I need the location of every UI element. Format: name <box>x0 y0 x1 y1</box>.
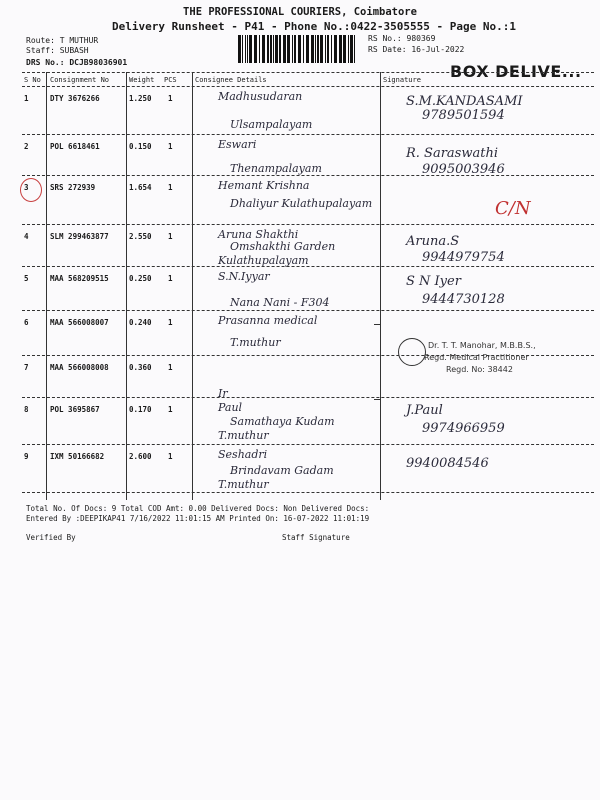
barcode-bar <box>350 35 353 63</box>
row-pcs: 1 <box>168 142 173 151</box>
company-name: THE PROFESSIONAL COURIERS, Coimbatore <box>183 6 417 18</box>
doctor-stamp-title: Regd. Medical Practitioner <box>424 353 529 362</box>
row-weight: 2.600 <box>129 452 152 461</box>
entered-by-line: Entered By :DEEPIKAP41 7/16/2022 11:01:15 AM Printed On: 16-07-2022 11:01:19 <box>26 514 370 523</box>
row-sno: 8 <box>24 405 29 414</box>
row-sno: 7 <box>24 363 29 372</box>
row-consignee-line: T.muthur <box>218 429 269 442</box>
barcode-bar <box>267 35 269 63</box>
barcode-bar <box>262 35 265 63</box>
row-sno: 3 <box>24 183 29 192</box>
drs-number: DRS No.: DCJB98036901 <box>26 58 128 67</box>
row-consignee-line: S.N.Iyyar <box>218 270 270 283</box>
route-label: Route: T MUTHUR <box>26 36 99 45</box>
row-signature-line: 9944979754 <box>422 250 505 265</box>
row-weight: 2.550 <box>129 232 152 241</box>
runsheet-title: Delivery Runsheet - P41 - Phone No.:0422-3505555 - Page No.:1 <box>112 20 516 33</box>
row-pcs: 1 <box>168 452 173 461</box>
row-weight: 0.150 <box>129 142 152 151</box>
doctor-stamp-regno: Regd. No: 38442 <box>446 365 513 374</box>
row-consignment-no: MAA 566008008 <box>50 363 109 372</box>
row-consignment-no: MAA 568209515 <box>50 274 109 283</box>
row-signature-line: 9789501594 <box>422 108 505 123</box>
row-pcs: 1 <box>168 232 173 241</box>
col-header-sno: S No <box>24 76 41 84</box>
column-divider <box>126 72 127 500</box>
row-consignee-line: Seshadri <box>218 448 268 461</box>
row-sno: 6 <box>24 318 29 327</box>
barcode-bar <box>311 35 314 63</box>
barcode-bar <box>247 35 248 63</box>
column-divider <box>46 72 47 500</box>
row-sno: 5 <box>24 274 29 283</box>
barcode-bar <box>298 35 301 63</box>
doctor-stamp <box>398 340 536 376</box>
row-consignee-line: Dhaliyur Kulathupalayam <box>230 197 373 210</box>
totals-line: Total No. Of Docs: 9 Total COD Amt: 0.00 Delivered Docs: Non Delivered Docs: <box>26 504 370 513</box>
barcode-bar <box>279 35 281 63</box>
row-pcs: 1 <box>168 183 173 192</box>
row-sno: 9 <box>24 452 29 461</box>
row-divider <box>22 310 594 311</box>
row-consignment-no: DTY 3676266 <box>50 94 100 103</box>
row-pcs: 1 <box>168 318 173 327</box>
barcode-bar <box>327 35 329 63</box>
row-consignee-line: T.muthur <box>218 478 269 491</box>
row-consignee-line: Omshakthi Garden <box>230 240 336 253</box>
barcode-image <box>238 35 358 63</box>
row-consignment-no: MAA 566008007 <box>50 318 109 327</box>
row-signature-line: 9940084546 <box>406 456 489 471</box>
row-divider <box>22 492 594 493</box>
col-header-signature: Signature <box>383 76 421 84</box>
rs-date: RS Date: 16-Jul-2022 <box>368 45 465 54</box>
row-signature-line: Aruna.S <box>406 234 460 249</box>
row-signature-line: 9444730128 <box>422 292 505 307</box>
row-pcs: 1 <box>168 274 173 283</box>
barcode-bar <box>245 35 246 63</box>
barcode-bar <box>331 35 332 63</box>
col-header-consignment: Consignment No <box>50 76 110 84</box>
row-consignment-no: SRS 272939 <box>50 183 96 192</box>
barcode-bar <box>283 35 286 63</box>
barcode-bar <box>273 35 274 63</box>
column-divider <box>192 72 193 500</box>
barcode-bar <box>334 35 337 63</box>
row-consignee-line: Madhusudaran <box>218 90 303 103</box>
row-consignee-line: T.muthur <box>230 336 281 349</box>
row-weight: 0.240 <box>129 318 152 327</box>
barcode-bar <box>294 35 296 63</box>
box-delivery-stamp: BOX DELIVE... <box>450 62 582 81</box>
barcode-bar <box>275 35 278 63</box>
row-consignee-line: Hemant Krishna <box>218 179 310 192</box>
row-signature-line: J.Paul <box>406 403 443 418</box>
row-consignment-no: IXM 50166682 <box>50 452 105 461</box>
row-pcs: 1 <box>168 405 173 414</box>
row-divider <box>22 266 594 267</box>
row-weight: 0.250 <box>129 274 152 283</box>
col-header-weight: Weight <box>129 76 155 84</box>
row-consignment-no: POL 3695867 <box>50 405 100 414</box>
row-signature-line: 9095003946 <box>422 162 505 177</box>
row-consignee-line: Prasanna medical <box>218 314 318 327</box>
barcode-bar <box>254 35 257 63</box>
column-divider <box>380 72 381 500</box>
row-divider <box>22 175 594 176</box>
row-consignee-line: Eswari <box>218 138 257 151</box>
barcode-bar <box>242 35 243 63</box>
barcode-bar <box>325 35 326 63</box>
barcode-bar <box>343 35 346 63</box>
row-pcs: 1 <box>168 94 173 103</box>
row-consignee-line: Aruna Shakthi <box>218 228 299 241</box>
barcode-bar <box>348 35 349 63</box>
staff-label: Staff: SUBASH <box>26 46 89 55</box>
row-consignee-line: Paul <box>218 401 243 414</box>
barcode-bar <box>303 35 304 63</box>
row-consignment-no: SLM 299463877 <box>50 232 109 241</box>
row-divider <box>22 397 594 398</box>
row-divider <box>22 134 594 135</box>
barcode-bar <box>317 35 319 63</box>
row-3-circle-mark <box>20 178 42 202</box>
barcode-bar <box>315 35 316 63</box>
rs-number: RS No.: 980369 <box>368 34 436 43</box>
barcode-bar <box>320 35 323 63</box>
barcode-bar <box>292 35 293 63</box>
barcode-bar <box>287 35 290 63</box>
row-weight: 0.170 <box>129 405 152 414</box>
row-consignee-line: Ulsampalayam <box>230 118 313 131</box>
row-consignee-line: Nana Nani - F304 <box>230 296 330 309</box>
row-consignee-line: Samathaya Kudam <box>230 415 335 428</box>
doctor-stamp-name: Dr. T. T. Manohar, M.B.B.S., <box>428 341 536 350</box>
cn-handwritten-mark: C/N <box>495 198 531 219</box>
row-consignee-line: Thenampalayam <box>230 162 322 175</box>
staff-signature-label: Staff Signature <box>282 533 350 542</box>
row-signature-line: 9974966959 <box>422 421 505 436</box>
row-divider <box>22 444 594 445</box>
barcode-bar <box>339 35 342 63</box>
barcode-bar <box>354 35 355 63</box>
row-consignee-line: Kulathupalayam <box>218 254 309 267</box>
row-signature-line: R. Saraswathi <box>406 146 498 161</box>
barcode-bar <box>306 35 309 63</box>
row-weight: 1.654 <box>129 183 152 192</box>
row-weight: 1.250 <box>129 94 152 103</box>
barcode-bar <box>270 35 272 63</box>
barcode-bar <box>249 35 252 63</box>
verified-by-label: Verified By <box>26 533 76 542</box>
col-header-pcs: PCS <box>164 76 177 84</box>
table-top-rule <box>22 72 594 73</box>
row-divider <box>22 224 594 225</box>
row-weight: 0.360 <box>129 363 152 372</box>
barcode-bar <box>238 35 241 63</box>
row-sno: 2 <box>24 142 29 151</box>
rows-6-7-bracket-mark <box>374 324 381 400</box>
row-consignee-line: Brindavam Gadam <box>230 464 334 477</box>
row-pcs: 1 <box>168 363 173 372</box>
row-consignee-line: Ir <box>218 387 228 400</box>
row-sno: 4 <box>24 232 29 241</box>
table-header-rule <box>22 86 594 87</box>
row-sno: 1 <box>24 94 29 103</box>
col-header-consignee: Consignee Details <box>195 76 267 84</box>
row-consignment-no: POL 6618461 <box>50 142 100 151</box>
barcode-bar <box>259 35 260 63</box>
row-signature-line: S.M.KANDASAMI <box>406 94 523 109</box>
row-signature-line: S N Iyer <box>406 274 461 289</box>
